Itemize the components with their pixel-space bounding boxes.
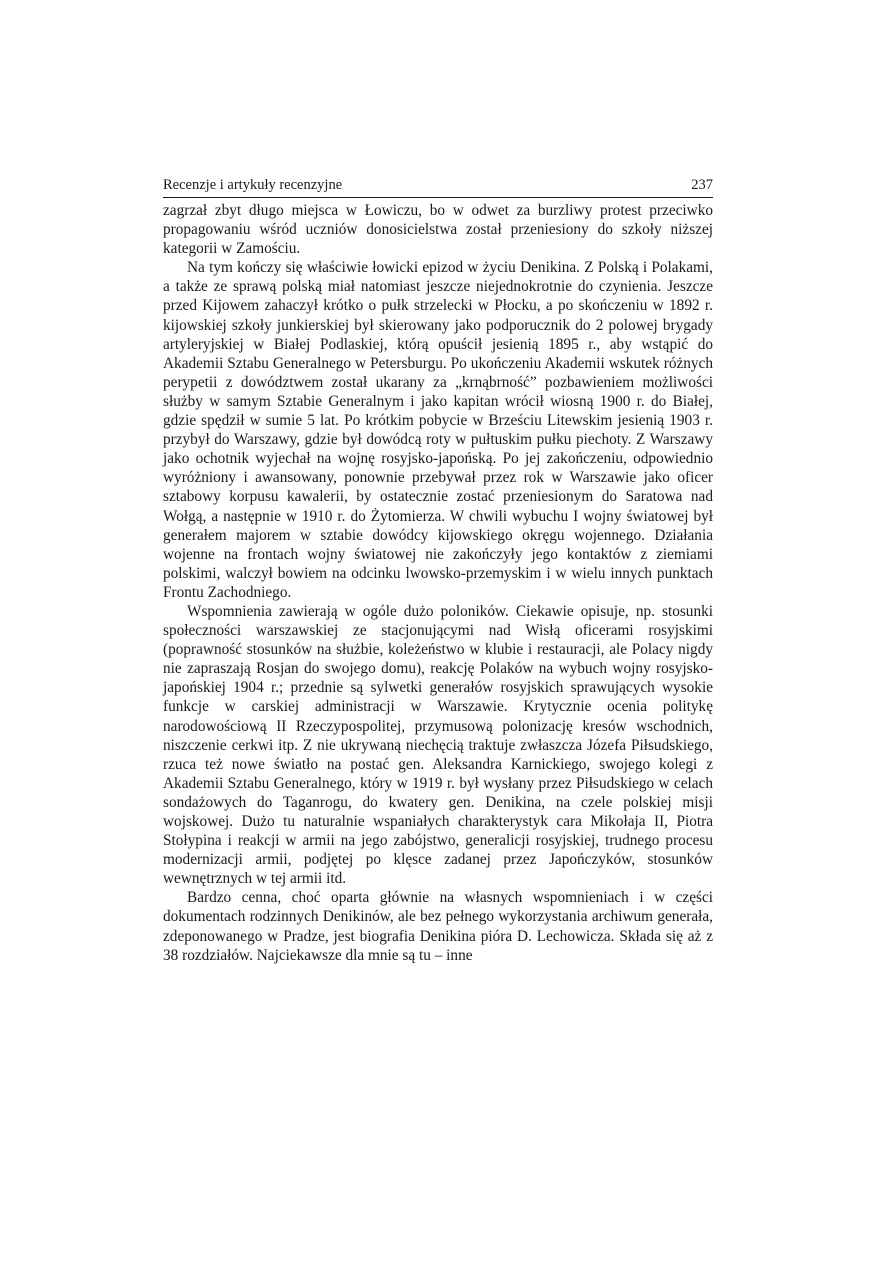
- paragraph-continuation: zagrzał zbyt długo miejsca w Łowiczu, bo w odwet za burzliwy protest przeciwko propagowaniu wśród uczniów donosicielstwa został przeniesiony do szkoły niższej kategorii w Zamościu.: [163, 202, 713, 258]
- body-text: [163, 201, 713, 965]
- book-page: [163, 176, 713, 965]
- running-title: Recenzje i artykuły recenzyjne: [163, 177, 343, 193]
- paragraph-lechowicz: Bardzo cenna, choć oparta głównie na własnych wspomnieniach i w części dokumentach rodzinnych Denikinów, ale bez pełnego wykorzystania archiwum generała, zdeponowanego w Pradze, jest biografia Denikina pióra D. Lechowicza. Składa się aż z 38 rozdziałów. Najciekawsze dla mnie są tu – inne: [163, 889, 713, 964]
- paragraph-memoirs: Wspomnienia zawierają w ogóle dużo poloników. Ciekawie opisuje, np. stosunki społeczności warszawskiej ze stacjonującymi nad Wisłą oficerami rosyjskimi (poprawność stosunków na służbie, koleżeństwo w klubie i restauracji, ale Polacy nigdy nie zapraszają Rosjan do swojego domu), reakcję Polaków na wybuch wojny rosyjsko-japońskiej 1904 r.; przednie są sylwetki generałów rosyjskich sprawujących wysokie funkcje w carskiej administracji w Warszawie. Krytycznie ocenia politykę narodowościową II Rzeczypospolitej, przymusową polonizację kresów wschodnich, niszczenie cerkwi itp. Z nie ukrywaną niechęcią traktuje zwłaszcza Józefa Piłsudskiego, rzuca też nowe światło na postać gen. Aleksandra Karnickiego, swojego kolegi z Akademii Sztabu Generalnego, który w 1919 r. był wysłany przez Piłsudskiego w celach sondażowych do Taganrogu, do kwatery gen. Denikina, na czele polskiej misji wojskowej. Dużo tu naturalnie wspaniałych charakterystyk cara Mikołaja II, Piotra Stołypina i reakcji w armii na jego zabójstwo, generalicji rosyjskiej, trudnego procesu modernizacji armii, podjętej po klęsce zadanej przez Japończyków, stosunków wewnętrznych w tej armii itd.: [163, 602, 713, 888]
- paragraph-biography: Na tym kończy się właściwie łowicki epizod w życiu Denikina. Z Polską i Polakami, a także ze sprawą polską miał natomiast jeszcze niejednokrotnie do czynienia. Jeszcze przed Kijowem zahaczył krótko o pułk strzelecki w Płocku, a po skończeniu w 1892 r. kijowskiej szkoły junkierskiej był skierowany jako podporucznik do 2 polowej brygady artyleryjskiej w Białej Podlaskiej, którą opuścił jesienią 1895 r., aby wstąpić do Akademii Sztabu Generalnego w Petersburgu. Po ukończeniu Akademii wskutek różnych perypetii z dowództwem został ukarany za „krnąbrność” pozbawieniem możliwości służby w samym Sztabie Generalnym i jako kapitan wrócił wiosną 1900 r. do Białej, gdzie spędził w sumie 5 lat. Po krótkim pobycie w Brześciu Litewskim jesienią 1903 r. przybył do Warszawy, gdzie był dowódcą roty w pułtuskim pułku piechoty. Z Warszawy jako ochotnik wyjechał na wojnę rosyjsko-japońską. Po jej zakończeniu, odpowiednio wyróżniony i awansowany, ponownie przebywał przez rok w Warszawie jako oficer sztabowy korpusu kawalerii, by ostatecznie zostać przeniesionym do Saratowa nad Wołgą, a następnie w 1910 r. do Żytomierza. W chwili wybuchu I wojny światowej był generałem majorem w sztabie dowódcy kijowskiego okręgu wojennego. Działania wojenne na frontach wojny światowej nie zakończyły jego kontaktów z ziemiami polskimi, walczył bowiem na odcinku lwowsko-przemyskim i w wielu innych punktach Frontu Zachodniego.: [163, 259, 713, 601]
- running-header: [163, 176, 713, 198]
- page-number: 237: [691, 177, 713, 193]
